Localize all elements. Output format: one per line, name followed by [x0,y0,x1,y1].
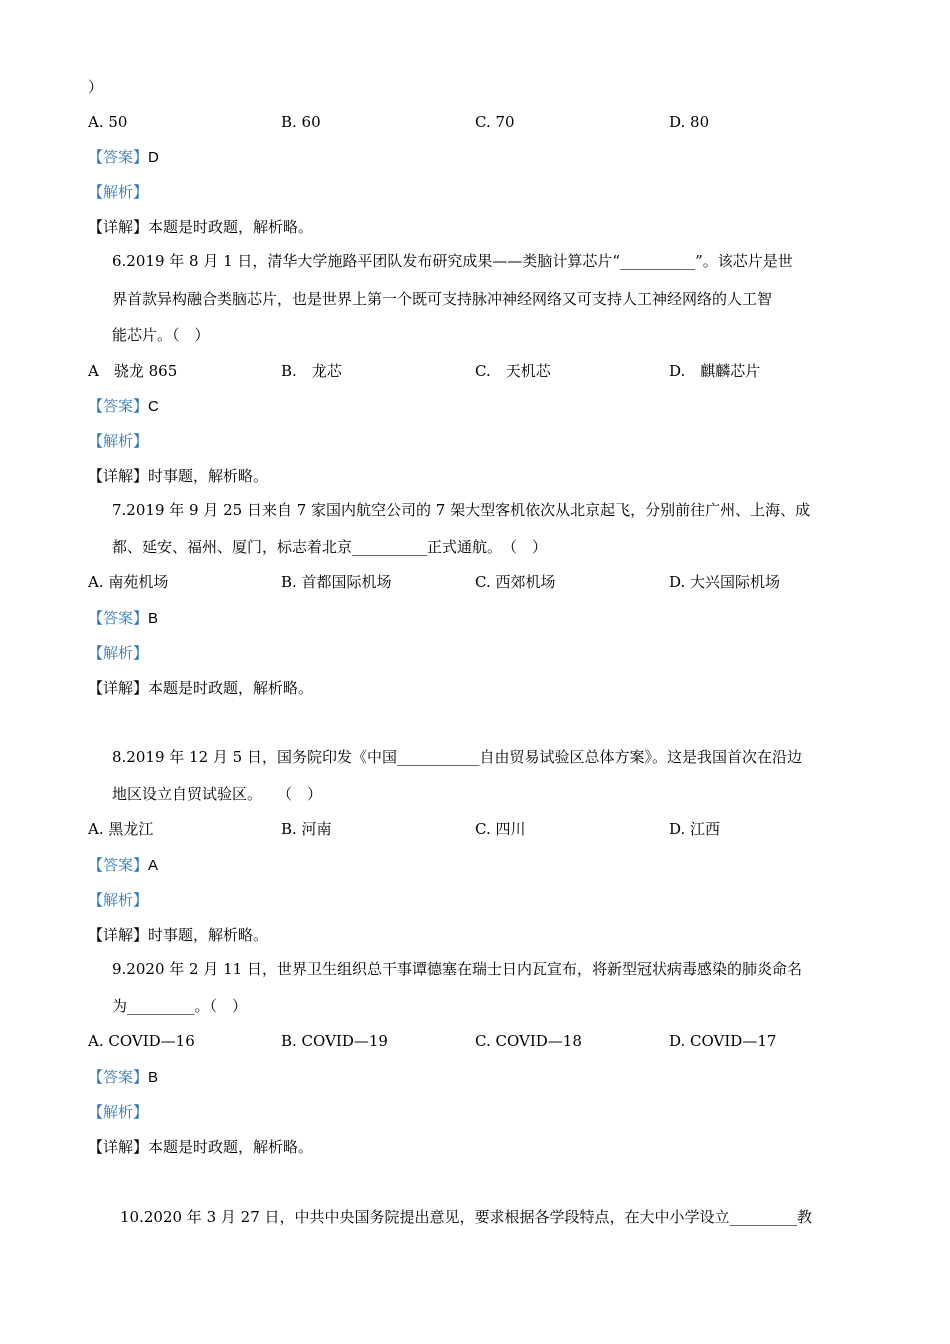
answer-tag: 【答案】 [88,1068,149,1086]
question-9-line-1: 9.2020 年 2 月 11 日，世界卫生组织总干事谭德塞在瑞士日内瓦宣布，将新型冠状病毒感染的肺炎命名 [112,960,802,978]
answer-value: C [148,398,159,415]
detail-tag: 【详解】 [88,1138,149,1156]
option-d: D. 麒麟芯片 [669,362,761,380]
analysis-tag: 【解析】 [88,644,149,662]
answer-value: A [148,857,159,874]
option-b: B. COVID—19 [281,1032,388,1050]
detail-row [88,677,313,699]
detail-text: 本题是时政题，解析略。 [148,679,314,697]
analysis-tag: 【解析】 [88,891,149,909]
option-d: D. COVID—17 [669,1032,777,1050]
option-a: A. COVID—16 [88,1032,195,1050]
detail-text: 本题是时政题，解析略。 [148,1138,314,1156]
option-a: A. 黑龙江 [88,820,154,838]
option-b: B. 首都国际机场 [281,573,392,591]
question-7-line-1: 7.2019 年 9 月 25 日来自 7 家国内航空公司的 7 架大型客机依次从北京起飞，分别前往广州、上海、成 [112,501,811,519]
answer-row [88,854,158,877]
answer-row [88,395,159,418]
previous-question-fragment: ） [88,78,104,96]
analysis-tag: 【解析】 [88,1103,149,1121]
option-a: A. 南苑机场 [88,573,169,591]
detail-row [88,216,313,238]
option-c: C. 四川 [475,820,526,838]
detail-tag: 【详解】 [88,926,149,944]
answer-tag: 【答案】 [88,397,149,415]
question-10-line-1: 10.2020 年 3 月 27 日，中共中央国务院提出意见，要求根据各学段特点，在大中小学设立_________教 [120,1208,813,1226]
option-c: C. 70 [475,113,515,131]
option-b: B. 河南 [281,820,332,838]
option-a: A 骁龙 865 [88,362,178,380]
analysis-tag: 【解析】 [88,183,149,201]
option-b: B. 60 [281,113,321,131]
answer-row [88,1066,158,1089]
question-9-line-2: 为_________。（ ） [112,997,248,1015]
option-d: D. 80 [669,113,710,131]
question-7-line-2: 都、延安、福州、厦门，标志着北京__________正式通航。 （ ） [112,538,548,556]
option-a: A. 50 [88,113,128,131]
answer-value: B [148,1069,159,1086]
answer-row [88,146,159,169]
detail-row [88,465,268,487]
question-6-line-2: 界首款异构融合类脑芯片，也是世界上第一个既可支持脉冲神经网络又可支持人工神经网络的人工智 [112,290,773,308]
answer-value: B [148,610,159,627]
detail-tag: 【详解】 [88,467,149,485]
question-8-line-1: 8.2019 年 12 月 5 日，国务院印发《中国___________自由贸易试验区总体方案》。这是我国首次在沿边 [112,748,802,766]
detail-tag: 【详解】 [88,679,149,697]
answer-row [88,607,158,630]
analysis-tag: 【解析】 [88,432,149,450]
answer-tag: 【答案】 [88,148,149,166]
option-c: C. 天机芯 [475,362,551,380]
question-6-line-1: 6.2019 年 8 月 1 日，清华大学施路平团队发布研究成果——类脑计算芯片“__________”。该芯片是世 [112,252,793,270]
question-6-line-3: 能芯片。（ ） [112,326,210,344]
option-d: D. 江西 [669,820,721,838]
option-c: C. 西郊机场 [475,573,556,591]
detail-row [88,924,268,946]
answer-tag: 【答案】 [88,856,149,874]
question-8-line-2: 地区设立自贸试验区。 （ ） [112,785,323,803]
option-b: B. 龙芯 [281,362,342,380]
detail-tag: 【详解】 [88,218,149,236]
answer-value: D [148,149,159,166]
detail-text: 时事题，解析略。 [148,467,269,485]
answer-tag: 【答案】 [88,609,149,627]
detail-text: 本题是时政题，解析略。 [148,218,314,236]
option-d: D. 大兴国际机场 [669,573,781,591]
option-c: C. COVID—18 [475,1032,582,1050]
detail-row [88,1136,313,1158]
detail-text: 时事题，解析略。 [148,926,269,944]
